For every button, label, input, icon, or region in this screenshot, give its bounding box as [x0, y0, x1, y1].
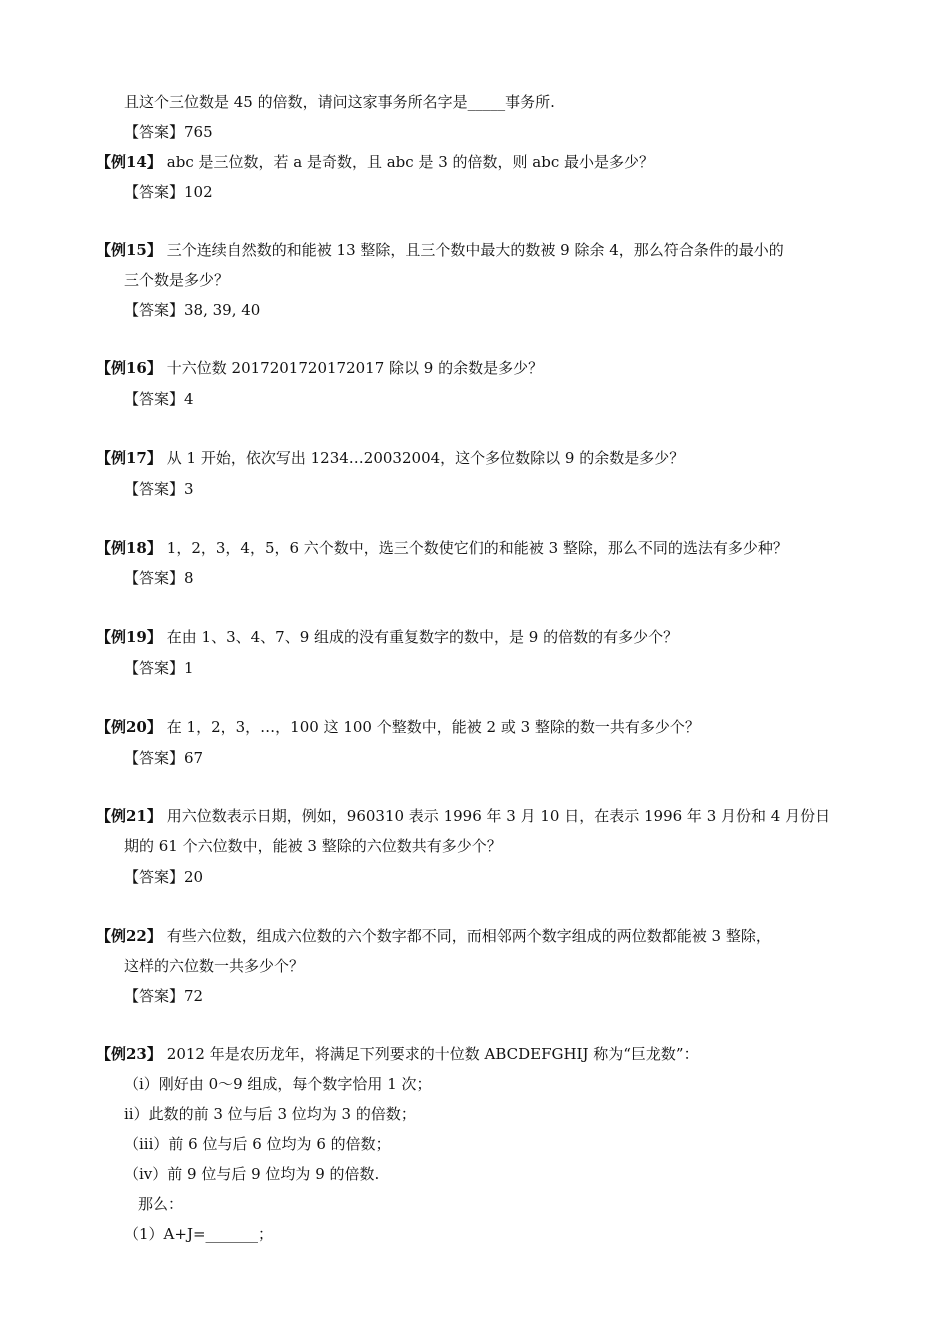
answer-17: 【答案】3 — [124, 480, 194, 498]
problem-20 — [96, 717, 700, 737]
problem-tag: 【例19】 — [96, 628, 162, 646]
problem-14 — [96, 152, 654, 172]
problem-text: 在 1，2，3，…，100 这 100 个整数中，能被 2 或 3 整除的数一共有多少个？ — [166, 718, 700, 736]
problem-17 — [96, 448, 684, 468]
answer-18: 【答案】8 — [124, 569, 194, 587]
condition-4: （iv）前 9 位与后 9 位均为 9 的倍数. — [124, 1165, 380, 1183]
condition-2: ii）此数的前 3 位与后 3 位均为 3 的倍数； — [124, 1105, 416, 1123]
answer-14: 【答案】102 — [124, 183, 213, 201]
problem-16 — [96, 358, 543, 378]
problem-15 — [96, 240, 784, 260]
answer-22: 【答案】72 — [124, 987, 204, 1005]
answer-16: 【答案】4 — [124, 390, 194, 408]
problem-text-cont: 三个数是多少？ — [124, 271, 230, 289]
problem-text: 从 1 开始，依次写出 1234…20032004，这个多位数除以 9 的余数是多少？ — [166, 449, 685, 467]
problem-text: abc 是三位数，若 a 是奇数，且 abc 是 3 的倍数，则 abc 最小是多少？ — [166, 153, 655, 171]
problem-tag: 【例20】 — [96, 718, 162, 736]
problem-text-cont: 期的 61 个六位数中，能被 3 整除的六位数共有多少个？ — [124, 837, 502, 855]
answer-19: 【答案】1 — [124, 659, 194, 677]
problem-text: 三个连续自然数的和能被 13 整除，且三个数中最大的数被 9 除余 4，那么符合条件的最小的 — [166, 241, 784, 259]
problem-text: 十六位数 2017201720172017 除以 9 的余数是多少？ — [166, 359, 544, 377]
intro-line: 且这个三位数是 45 的倍数，请问这家事务所名字是_____事务所. — [124, 93, 555, 111]
problem-21 — [96, 806, 830, 826]
answer-20: 【答案】67 — [124, 749, 204, 767]
problem-tag: 【例16】 — [96, 359, 162, 377]
problem-tag: 【例17】 — [96, 449, 162, 467]
problem-text: 2012 年是农历龙年，将满足下列要求的十位数 ABCDEFGHIJ 称为“巨龙数”： — [166, 1045, 699, 1063]
condition-3: （iii）前 6 位与后 6 位均为 6 的倍数； — [124, 1135, 391, 1153]
problem-text: 用六位数表示日期，例如，960310 表示 1996 年 3 月 10 日，在表示 1996 年 3 月份和 4 月份日 — [166, 807, 831, 825]
intro-answer: 【答案】765 — [124, 123, 213, 141]
problem-tag: 【例21】 — [96, 807, 162, 825]
problem-tag: 【例23】 — [96, 1045, 162, 1063]
problem-tag: 【例14】 — [96, 153, 162, 171]
answer-21: 【答案】20 — [124, 868, 204, 886]
problem-22 — [96, 926, 771, 946]
problem-tag: 【例22】 — [96, 927, 162, 945]
problem-23 — [96, 1044, 699, 1064]
then-label: 那么： — [138, 1195, 184, 1213]
condition-1: （i）刚好由 0～9 组成，每个数字恰用 1 次； — [124, 1075, 432, 1093]
problem-text: 有些六位数，组成六位数的六个数字都不同，而相邻两个数字组成的两位数都能被 3 整除， — [166, 927, 771, 945]
problem-18 — [96, 538, 788, 558]
problem-19 — [96, 627, 678, 647]
problem-text: 1，2，3，4，5，6 六个数中，选三个数使它们的和能被 3 整除，那么不同的选法有多少种？ — [166, 539, 788, 557]
problem-tag: 【例18】 — [96, 539, 162, 557]
sub-question-1: （1）A+J=_______； — [124, 1225, 274, 1243]
answer-15: 【答案】38, 39, 40 — [124, 301, 261, 319]
problem-tag: 【例15】 — [96, 241, 162, 259]
problem-text-cont: 这样的六位数一共多少个？ — [124, 957, 305, 975]
problem-text: 在由 1、3、4、7、9 组成的没有重复数字的数中，是 9 的倍数的有多少个？ — [166, 628, 679, 646]
